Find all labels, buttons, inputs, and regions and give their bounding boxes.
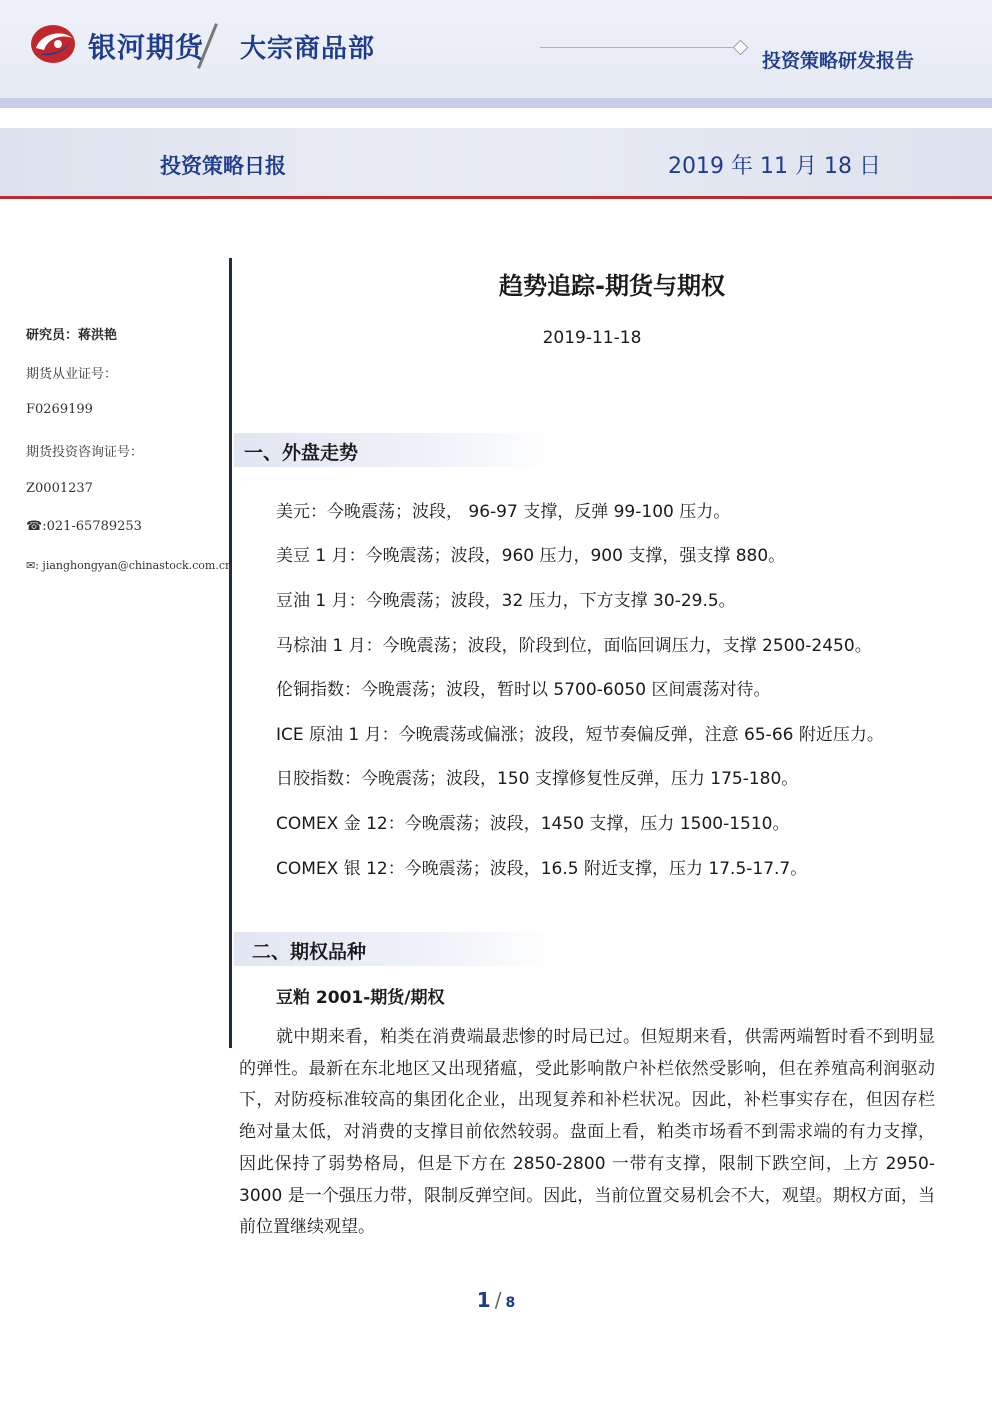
title-band-rule [0,196,992,199]
galaxy-logo-icon [28,22,78,66]
market-item: COMEX 金 12：今晚震荡；波段，1450 支撑，压力 1500-1510。 [276,814,790,834]
market-item: 日胶指数：今晚震荡；波段，150 支撑修复性反弹，压力 175-180。 [276,769,799,789]
sidebar-divider [229,258,232,1048]
section-1-heading: 一、外盘走势 [244,442,359,464]
consult-label: 期货投资咨询证号： [26,445,144,460]
market-item: ICE 原油 1 月：今晚震荡或偏涨；波段，短节奏偏反弹，注意 65-66 附近压力。 [276,725,884,745]
researcher-name: 研究员：蒋洪艳 [26,328,118,343]
email-contact[interactable]: ✉: jianghongyan@chinastock.com.cn [26,559,233,572]
report-date: 2019-11-18 [542,328,642,348]
market-item: 伦铜指数：今晚震荡；波段，暂时以 5700-6050 区间震荡对待。 [276,680,771,700]
daily-report-title: 投资策略日报 [160,154,286,178]
market-item: 豆油 1 月：今晚震荡；波段，32 压力，下方支撑 30-29.5。 [276,591,736,611]
license-label: 期货从业证号： [26,367,118,382]
current-page: 1 [476,1288,491,1312]
section-2-heading: 二、期权品种 [252,941,367,963]
page-separator: / [494,1288,502,1312]
market-item: COMEX 银 12：今晚震荡；波段，16.5 附近支撑，压力 17.5-17.7。 [276,859,808,879]
daily-report-date: 2019 年 11 月 18 日 [668,154,881,179]
report-type: 投资策略研发报告 [762,50,915,72]
consult-number: Z0001237 [26,481,93,496]
license-number: F0269199 [26,402,93,417]
phone-contact: ☎:021-65789253 [26,519,142,534]
page-title: 趋势追踪-期货与期权 [499,272,725,300]
decorative-line [540,47,734,48]
market-item: 美豆 1 月：今晚震荡；波段，960 压力，900 支撑，强支撑 880。 [276,546,786,566]
market-item: 美元：今晚震荡；波段， 96-97 支撑，反弹 99-100 压力。 [276,502,731,522]
market-item: 马棕油 1 月：今晚震荡；波段，阶段到位，面临回调压力，支撑 2500-2450。 [276,636,872,656]
header-stripe [0,98,992,108]
subsection-heading: 豆粕 2001-期货/期权 [276,988,445,1008]
analysis-paragraph: 就中期来看，粕类在消费端最悲惨的时局已过。但短期来看，供需两端暂时看不到明显的弹性。最新在东北地区又出现猪瘟，受此影响散户补栏依然受影响，但在养殖高利润驱动下，对防疫标准较高的集团化企业，出现复养和补栏状况。因此，补栏事实存在，但因存栏绝对量太低，对消费的支撑目前依然较弱。盘面上看，粕类市场看不到需求端的有力支撑，因此保持了弱势格局，但是下方在 2850-2800 一带有支撑，限制下跌空间，上方 2950-3000 是一个强压力带，限制反弹空间。因此，当前位置交易机会不大，观望。期权方面，当前位置继续观望。 [239,1027,935,1238]
total-pages: 8 [505,1295,516,1311]
page-number [0,1288,992,1312]
brand-name: 银河期货 [88,31,205,64]
department-name: 大宗商品部 [240,34,376,64]
